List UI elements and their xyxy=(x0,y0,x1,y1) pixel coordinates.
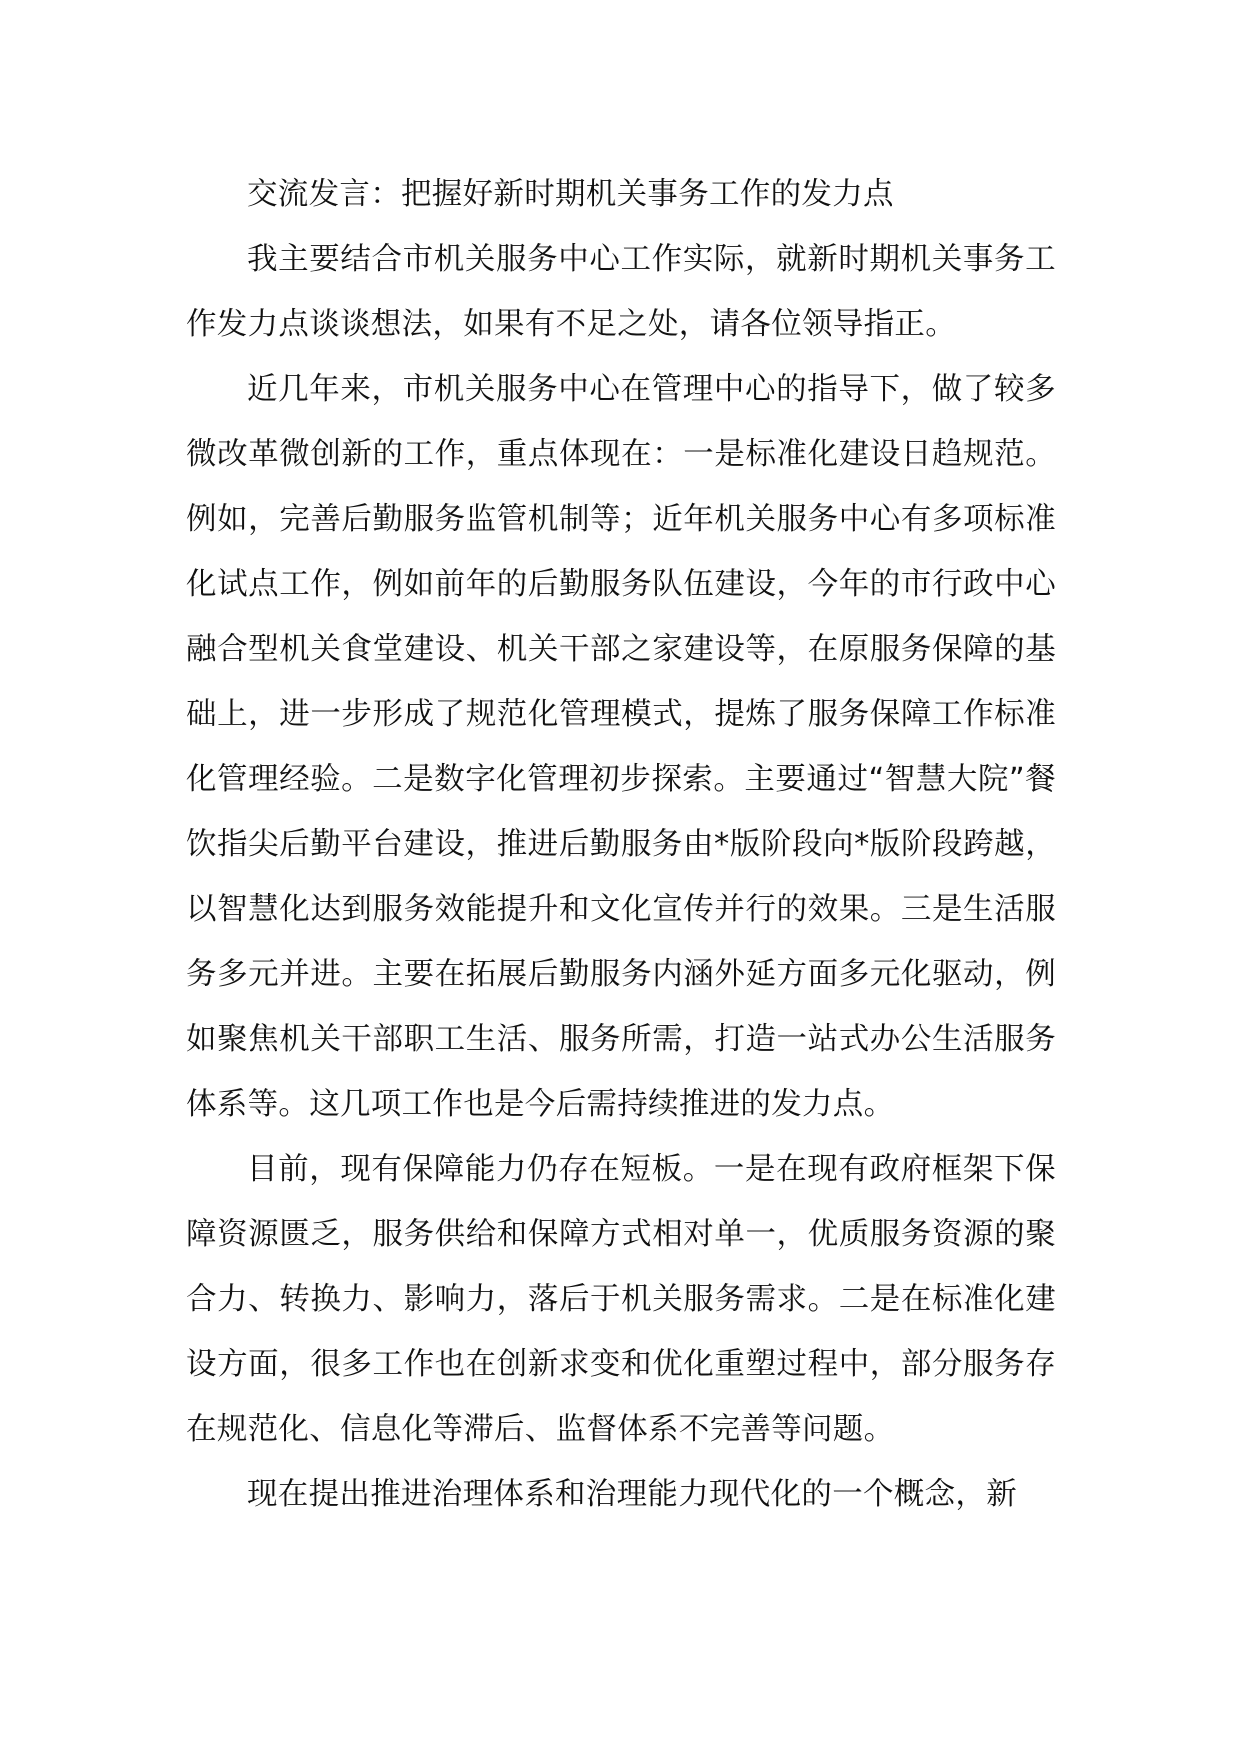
paragraph-4: 现在提出推进治理体系和治理能力现代化的一个概念，新 xyxy=(247,1477,1017,1512)
paragraph-3: 目前，现有保障能力仍存在短板。一是在现有政府框架下保障资源匮乏，服务供给和保障方式相对单一，优质服务资源的聚合力、转换力、影响力，落后于机关服务需求。二是在标准化建设方面，很多工作也在创新求变和优化重塑过程中，部分服务存在规范化、信息化等滞后、监督体系不完善等问题。 xyxy=(186,1152,1056,1447)
paragraph-2: 近几年来，市机关服务中心在管理中心的指导下，做了较多微改革微创新的工作，重点体现在：一是标准化建设日趋规范。例如，完善后勤服务监管机制等；近年机关服务中心有多项标准化试点工作，例如前年的后勤服务队伍建设，今年的市行政中心融合型机关食堂建设、机关干部之家建设等，在原服务保障的基础上，进一步形成了规范化管理模式，提炼了服务保障工作标准化管理经验。二是数字化管理初步探索。主要通过“智慧大院”餐饮指尖后勤平台建设，推进后勤服务由*版阶段向*版阶段跨越，以智慧化达到服务效能提升和文化宣传并行的效果。三是生活服务多元并进。主要在拓展后勤服务内涵外延方面多元化驱动，例如聚焦机关干部职工生活、服务所需，打造一站式办公生活服务体系等。这几项工作也是今后需持续推进的发力点。 xyxy=(186,372,1056,1122)
document-title: 交流发言：把握好新时期机关事务工作的发力点 xyxy=(247,177,894,212)
paragraph-1: 我主要结合市机关服务中心工作实际，就新时期机关事务工作发力点谈谈想法，如果有不足之处，请各位领导指正。 xyxy=(186,242,1056,342)
document-page xyxy=(186,162,1056,1527)
